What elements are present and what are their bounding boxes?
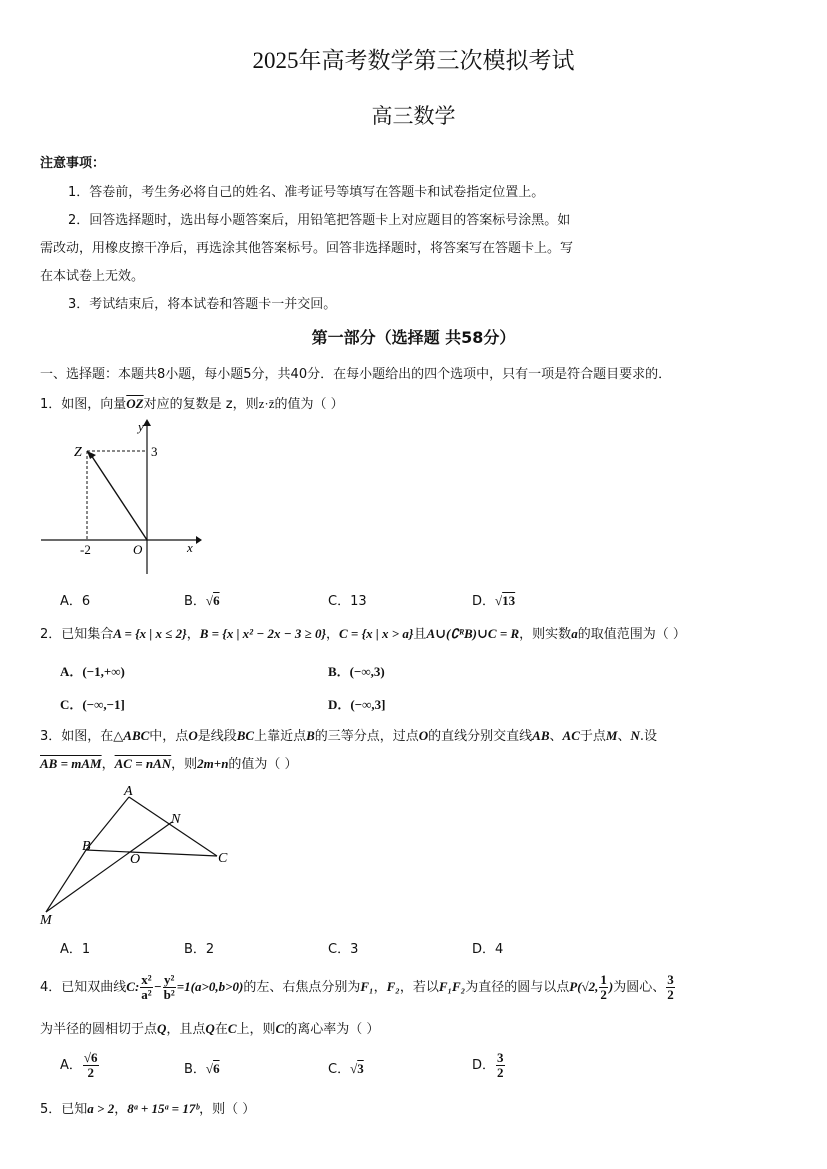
q2-option-d-text: D．(−∞,3] [328, 697, 386, 712]
notice-item-2a: 2．回答选择题时，选出每小题答案后，用铅笔把答题卡上对应题目的答案标号涂黑。如 [68, 213, 571, 228]
q4-focus-2: F₂ [386, 979, 400, 994]
q3-text-e: 的三等分点，过点 [314, 729, 419, 744]
q4-x-squared: x² [141, 972, 152, 988]
q3-text-f: 的直线分别交直线 [428, 729, 533, 744]
q4-radius-den: 2 [667, 987, 674, 1002]
q3-equation-2: AC = nAN [114, 756, 172, 771]
q4-option-b-value: 6 [213, 1061, 220, 1076]
q3-line-ac: AC [562, 728, 580, 743]
q2-comma-2: ， [326, 627, 340, 642]
q2-option-c[interactable] [60, 694, 125, 713]
q1-label-neg2: -2 [80, 542, 91, 557]
q3-sep-2: 、 [617, 729, 631, 744]
q3-sep-1: 、 [549, 729, 563, 744]
q2-suffix-2: 的取值范围为（ ） [577, 627, 686, 642]
q4-half-num: 1 [600, 972, 607, 988]
q4-minus: − [153, 979, 162, 994]
q4-option-b[interactable]: B．√6 [184, 1061, 220, 1077]
q3-text-g: 于点 [579, 729, 606, 744]
q1-option-b-label: B． [184, 594, 206, 609]
q4-option-a[interactable] [60, 1048, 100, 1084]
q4-option-d[interactable] [472, 1048, 506, 1084]
q4-half-den: 2 [600, 987, 607, 1002]
q5-comma: ， [114, 1102, 128, 1117]
q2-prefix: 2．已知集合 [40, 627, 114, 642]
q1-vector: $\overline{OZ}$ [126, 396, 144, 411]
q4-colon: : [134, 979, 140, 994]
q4-condition: =1(a>0,b>0) [176, 979, 244, 994]
q3-text-h: .设 [639, 729, 657, 744]
q4-curve-c: C [126, 979, 135, 994]
q2-set-c: C = {x | x > a} [339, 626, 414, 641]
q4-point-q: Q [157, 1021, 167, 1036]
q1-option-b-value: 6 [213, 593, 220, 608]
q2-option-d[interactable] [328, 694, 385, 713]
q2-condition: A∪(∁ᴿB)∪C = R [426, 626, 520, 641]
q3-point-n: N [630, 728, 640, 743]
q3-expression: 2m+n [197, 756, 229, 771]
q1-option-d[interactable]: D．√13 [472, 593, 516, 609]
q5-condition-1: a > 2 [87, 1101, 115, 1116]
q3-extension-bm [46, 850, 86, 912]
q4-point-q-2: Q [205, 1021, 215, 1036]
q4-curve-c-3: C [275, 1021, 285, 1036]
q4-p-open: (√2, [577, 979, 599, 994]
q2-and: 且 [413, 627, 427, 642]
q4-text-8: 上，则 [236, 1022, 276, 1037]
q4-focus-1: F₁ [360, 979, 374, 994]
q4-option-c[interactable]: C．√3 [328, 1061, 364, 1077]
q1-label-o: O [133, 542, 143, 557]
q1-figure [36, 414, 206, 579]
q4-text-6: ，且点 [166, 1022, 206, 1037]
q2-option-c-text: C．(−∞,−1] [60, 697, 125, 712]
question-4-line-2 [40, 1018, 379, 1037]
q4-option-c-label: C． [328, 1062, 351, 1077]
q3-fig-label-o: O [130, 852, 141, 867]
q4-point-p: P [569, 979, 578, 994]
q3-side-bc [86, 850, 217, 856]
exam-title: 2025年高考数学第三次模拟考试 [252, 48, 575, 73]
q1-option-a[interactable]: A．6 [60, 594, 91, 609]
q3-fig-label-c: C [218, 851, 228, 866]
q4-fraction-y [163, 973, 176, 1001]
q3-comma: ， [101, 757, 115, 772]
q3-segment-bc: BC [236, 728, 255, 743]
q1-label-x: x [187, 540, 193, 555]
q1-x-arrow-icon [196, 536, 202, 544]
q4-curve-c-2: C [227, 1021, 237, 1036]
q5-condition-2: 8ᵃ + 15ᵃ = 17ᵇ [127, 1101, 200, 1116]
q1-y-arrow-icon [143, 419, 151, 426]
q3-fig-label-a: A [124, 784, 133, 799]
q4-option-d-label: D． [472, 1058, 496, 1073]
q4-p-close: ) [608, 979, 614, 994]
question-3-line-1 [40, 725, 657, 744]
q2-option-a-text: A．(−1,+∞) [60, 664, 125, 679]
section-instruction: 一、选择题：本题共8小题，每小题5分，共40分．在每小题给出的四个选项中，只有一项是符合题目要求的． [40, 367, 672, 382]
q1-option-d-label: D． [472, 594, 496, 609]
notice-item-2b: 需改动，用橡皮擦干净后，再选涂其他答案标号。回答非选择题时，将答案写在答题卡上。写 [40, 241, 574, 256]
notice-item-3: 3．考试结束后，将本试卷和答题卡一并交回。 [68, 297, 337, 312]
question-3-line-2 [40, 753, 298, 772]
q2-set-b: B = {x | x² − 2x − 3 ≥ 0} [199, 626, 326, 641]
q1-text-c: 的值为（ ） [274, 397, 344, 412]
q3-line-mn [46, 822, 172, 912]
q4-option-d-den: 2 [497, 1065, 504, 1080]
q4-radius-num: 3 [667, 972, 674, 988]
q1-vector-arrow-icon [87, 451, 96, 459]
notice-item-2c: 在本试卷上无效。 [40, 269, 145, 284]
q3-equation-1: AB = mAM [40, 756, 102, 771]
q1-text-b: 对应的复数是 z，则 [143, 397, 259, 412]
q1-option-d-value: 13 [502, 593, 516, 608]
q4-option-a-den: 2 [87, 1065, 94, 1080]
q3-fig-label-b: B [82, 839, 91, 854]
q3-point-b: B [306, 728, 315, 743]
q3-option-b[interactable]: B．2 [184, 942, 215, 957]
q4-option-a-fraction [83, 1051, 99, 1079]
question-2-stem [40, 623, 686, 642]
q2-variable: a [571, 626, 578, 641]
q4-fraction-radius [666, 973, 675, 1001]
q4-option-c-value: 3 [357, 1061, 364, 1076]
q4-text-9: 的离心率为（ ） [284, 1022, 380, 1037]
q2-comma-1: ， [186, 627, 200, 642]
q3-point-m: M [605, 728, 618, 743]
q3-option-a[interactable]: A．1 [60, 942, 91, 957]
q3-option-c[interactable]: C．3 [328, 942, 359, 957]
q4-text-5: 为半径的圆相切于点 [40, 1022, 158, 1037]
q1-label-z: Z [74, 445, 82, 460]
notice-heading: 注意事项： [40, 156, 106, 171]
q3-option-d[interactable]: D．4 [472, 942, 504, 957]
q3-text-d: 上靠近点 [254, 729, 307, 744]
q3-text-b: 中，点 [149, 729, 189, 744]
q1-expression: z·z̄ [258, 396, 275, 411]
q4-prefix: 4．已知双曲线 [40, 980, 127, 995]
q3-figure [36, 780, 236, 930]
q2-option-b[interactable] [328, 661, 385, 680]
q1-vector-line [91, 455, 147, 540]
q4-comma: ， [373, 980, 387, 995]
section-title: 第一部分（选择题 共58分） [311, 328, 516, 347]
q4-b-squared: b² [163, 987, 175, 1002]
q4-f1f2: F₁F₂ [438, 979, 466, 994]
q2-suffix-1: ，则实数 [519, 627, 572, 642]
q4-option-d-fraction [496, 1051, 505, 1079]
q3-text-c: 是线段 [197, 729, 237, 744]
q4-y-squared: y² [163, 972, 175, 988]
q3-text-j: 的值为（ ） [228, 757, 298, 772]
q4-fraction-half [599, 973, 608, 1001]
q3-text-i: ，则 [171, 757, 198, 772]
q1-option-c[interactable]: C．13 [328, 594, 367, 609]
q3-triangle: △ABC [113, 728, 150, 743]
question-5-stem [40, 1098, 255, 1117]
q3-text-a: 3．如图，在 [40, 729, 114, 744]
q2-option-a[interactable] [60, 661, 125, 680]
question-1-stem [40, 393, 344, 412]
q4-option-d-num: 3 [497, 1050, 504, 1066]
notice-item-1: 1．答卷前，考生务必将自己的姓名、准考证号等填写在答题卡和试卷指定位置上。 [68, 185, 545, 200]
q3-fig-label-m: M [40, 913, 52, 928]
q4-option-b-label: B． [184, 1062, 206, 1077]
q4-text-1: 的左、右焦点分别为 [243, 980, 361, 995]
q3-point-o-2: O [418, 728, 429, 743]
q3-line-ab: AB [532, 728, 550, 743]
q2-set-a: A = {x | x ≤ 2} [113, 626, 187, 641]
q4-option-a-label: A． [60, 1058, 82, 1073]
q4-text-2: ，若以 [399, 980, 439, 995]
q4-fraction-x [140, 973, 152, 1001]
q3-fig-label-n: N [171, 812, 181, 827]
q4-text-7: 在 [214, 1022, 228, 1037]
q1-label-y: y [138, 419, 144, 434]
q3-side-ab [86, 797, 129, 850]
q4-option-a-num: √6 [83, 1050, 98, 1066]
q1-label-3: 3 [151, 444, 158, 459]
q5-suffix: ，则（ ） [199, 1102, 256, 1117]
question-4-line-1 [40, 970, 676, 1005]
q4-a-squared: a² [141, 987, 152, 1002]
q4-text-3: 为直径的圆与以点 [465, 980, 570, 995]
exam-subtitle: 高三数学 [371, 104, 456, 128]
q5-prefix: 5．已知 [40, 1102, 88, 1117]
q2-option-b-text: B．(−∞,3) [328, 664, 385, 679]
q3-point-o: O [188, 728, 198, 743]
q1-text-a: 1．如图，向量 [40, 397, 127, 412]
q1-option-b[interactable]: B．√6 [184, 593, 220, 609]
q4-text-4: 为圆心、 [613, 980, 666, 995]
